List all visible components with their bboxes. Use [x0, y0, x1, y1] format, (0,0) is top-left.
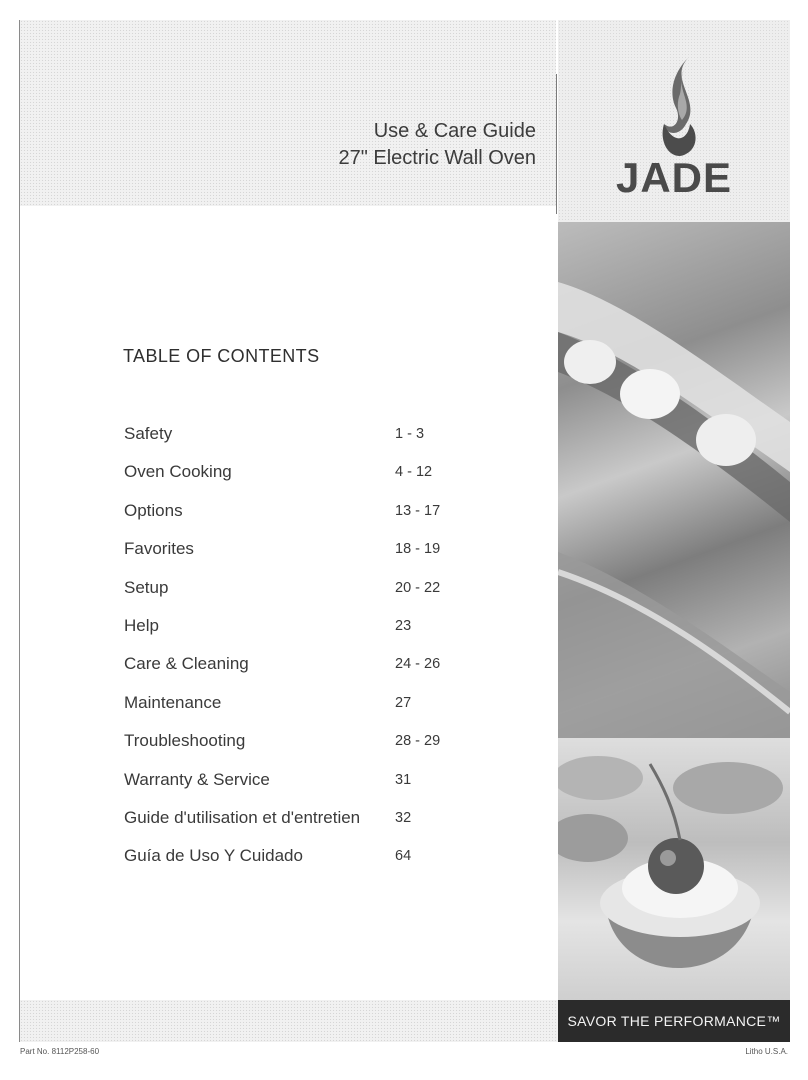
toc-entry-label: Oven Cooking	[124, 462, 232, 482]
toc-entry-favorites	[124, 539, 544, 577]
brand-tagline: SAVOR THE PERFORMANCE™	[558, 1000, 790, 1042]
document-title-line-2: 27" Electric Wall Oven	[338, 147, 536, 169]
toc-entry-label: Setup	[124, 577, 169, 597]
toc-entry-care-cleaning	[124, 654, 544, 692]
toc-entry-pages: 31	[395, 771, 412, 788]
document-title-line-1: Use & Care Guide	[373, 120, 536, 142]
toc-entry-label: Warranty & Service	[124, 769, 270, 789]
document-title	[338, 118, 536, 172]
brand-logo	[558, 20, 790, 222]
brand-name: JADE	[615, 154, 733, 201]
toc-entry-label: Safety	[124, 424, 173, 443]
toc-entry-label: Guide d'utilisation et d'entretien	[124, 807, 361, 827]
toc-entry-help	[124, 616, 544, 654]
toc-entry-label: Maintenance	[124, 692, 222, 712]
toc-entry-warranty-service	[124, 770, 544, 808]
toc-entry-label: Care & Cleaning	[124, 654, 249, 674]
part-number: Part No. 8112P258-60	[20, 1047, 100, 1056]
toc-entry-pages: 28 - 29	[395, 733, 441, 750]
toc-entry-options	[124, 501, 544, 539]
toc-entry-pages: 1 - 3	[395, 426, 425, 442]
toc-entry-guide-french	[124, 808, 544, 846]
footer-band	[20, 1000, 558, 1042]
dessert-photo	[558, 738, 790, 1000]
litho-notice: Litho U.S.A.	[745, 1047, 788, 1056]
toc-entry-pages: 27	[395, 694, 412, 711]
toc-entry-label: Help	[124, 615, 159, 635]
header-band	[20, 20, 556, 206]
toc-entry-setup	[124, 578, 544, 616]
toc-entry-pages: 4 - 12	[395, 464, 433, 481]
header-divider	[556, 74, 557, 214]
toc-entry-guia-spanish	[124, 846, 544, 884]
toc-entry-oven-cooking	[124, 462, 544, 500]
toc-entry-pages: 64	[395, 848, 412, 865]
toc-entry-troubleshooting	[124, 731, 544, 769]
toc-entry-pages: 18 - 19	[395, 541, 441, 558]
peas-photo-art	[558, 222, 790, 738]
toc-list	[124, 424, 544, 885]
toc-entry-pages: 24 - 26	[395, 656, 441, 673]
peas-photo	[558, 222, 790, 738]
toc-entry-pages: 32	[395, 809, 412, 826]
toc-entry-pages: 13 - 17	[395, 502, 441, 519]
toc-entry-safety	[124, 424, 544, 462]
toc-entry-label: Troubleshooting	[124, 731, 246, 751]
toc-entry-label: Favorites	[124, 539, 194, 559]
toc-entry-pages: 20 - 22	[395, 579, 441, 596]
toc-heading: TABLE OF CONTENTS	[123, 346, 320, 366]
toc-entry-label: Options	[124, 500, 183, 520]
toc-entry-label: Guía de Uso Y Cuidado	[124, 846, 303, 866]
dessert-photo-art	[558, 738, 790, 1000]
toc-entry-pages: 23	[395, 617, 412, 634]
toc-entry-maintenance	[124, 693, 544, 731]
